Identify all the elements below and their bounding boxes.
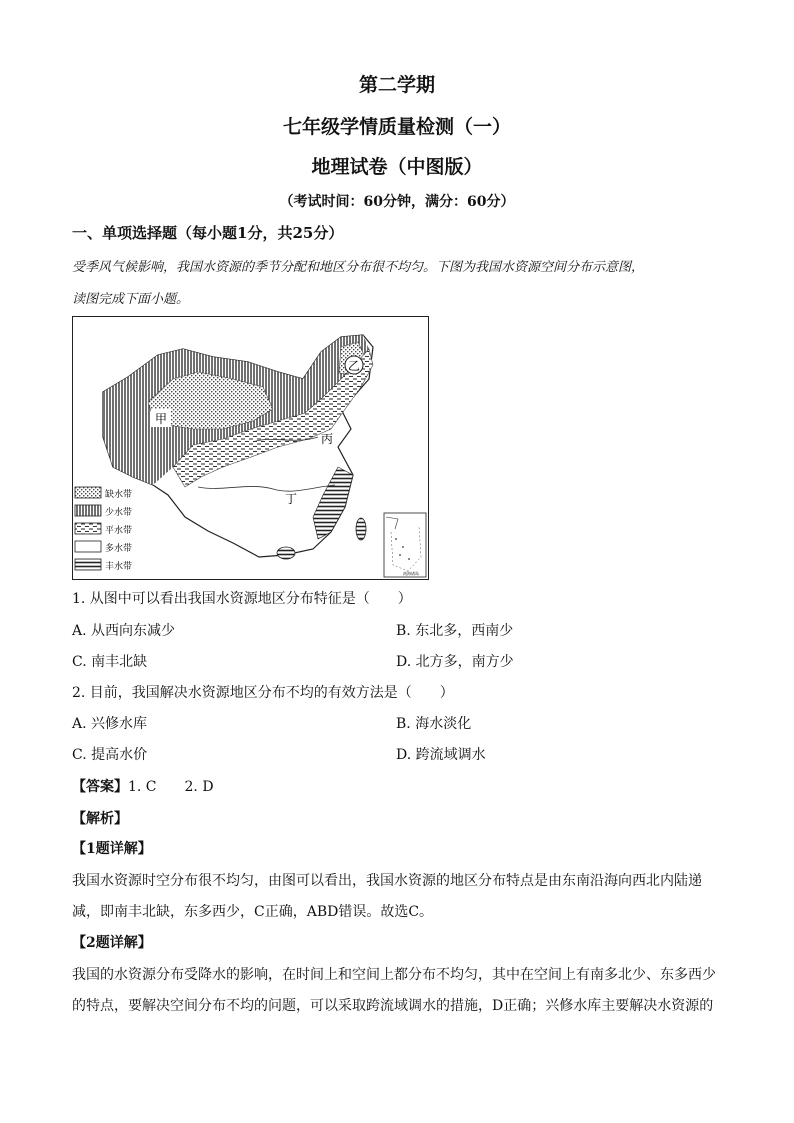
legend-label-abundant: 丰水带 [105,562,133,572]
legend-label-less: 少水带 [105,508,133,518]
question-2-option-b: B. 海水淡化 [396,716,472,732]
section-heading: 一、单项选择题（每小题1分，共25分） [72,224,344,242]
question-2-option-d: D. 跨流域调水 [396,747,486,763]
legend-label-more: 多水带 [105,544,133,554]
q1-detail-label: 【1题详解】 [72,841,152,857]
question-2-option-c: C. 提高水价 [72,747,148,763]
question-1-option-a: A. 从西向东减少 [72,623,176,639]
question-2-stem: 2. 目前，我国解决水资源地区分布不均的有效方法是（ ） [72,685,454,701]
page-title-exam: 七年级学情质量检测（一） [282,116,511,138]
legend-swatch-normal [75,523,101,534]
water-resources-map [72,316,429,580]
intro-text-line2: 读图完成下面小题。 [72,292,190,307]
question-1-option-d: D. 北方多，南方少 [396,654,514,670]
legend-swatch-less [75,505,101,516]
q2-detail-text-line1: 我国的水资源分布受降水的影响，在时间上和空间上都分布不均匀，其中在空间上有南多北少、东多西少 [72,967,716,983]
page-title-term: 第二学期 [358,74,435,96]
region-label-yi: 乙 [348,359,361,373]
inset-caption: 南海诸岛 [403,571,419,576]
south-china-sea-inset [384,513,426,577]
region-label-bing: 丙 [321,432,334,446]
q2-detail-text-line2: 的特点，要解决空间分布不均的问题，可以采取跨流域调水的措施，D正确；兴修水库主要解决水资源的 [72,998,714,1014]
region-label-jia: 甲 [155,412,168,426]
q2-detail-label: 【2题详解】 [72,935,152,951]
q1-detail-text-line1: 我国水资源时空分布很不均匀，由图可以看出，我国水资源的地区分布特点是由东南沿海向西北内陆递 [72,873,702,889]
answer-label: 【答案】 [72,779,128,795]
question-2-option-a: A. 兴修水库 [72,716,148,732]
analysis-label: 【解析】 [72,811,128,827]
hainan-island [277,547,295,559]
legend-swatch-abundant [75,559,101,570]
legend-swatch-lacking [75,487,101,498]
q1-detail-text-line2: 减，即南丰北缺，东多西少，C正确，ABD错误。故选C。 [72,904,434,920]
answer-values: 1. C 2. D [128,779,214,795]
legend-swatch-more [75,541,101,552]
legend-label-lacking: 缺水带 [105,490,133,500]
page-title-subject: 地理试卷（中图版） [311,156,483,178]
taiwan-island [356,518,366,540]
legend-label-normal: 平水带 [105,526,133,536]
question-1-option-b: B. 东北多，西南少 [396,623,514,639]
intro-text-line1: 受季风气候影响，我国水资源的季节分配和地区分布很不均匀。下图为我国水资源空间分布示意图， [72,260,645,275]
map-svg [73,317,428,579]
answer-line [72,776,214,796]
region-label-ding: 丁 [285,492,298,506]
map-legend [75,487,132,572]
question-1-option-c: C. 南丰北缺 [72,654,148,670]
question-1-stem: 1. 从图中可以看出我国水资源地区分布特征是（ ） [72,591,412,607]
exam-info: （考试时间：60分钟，满分：60分） [279,194,515,210]
